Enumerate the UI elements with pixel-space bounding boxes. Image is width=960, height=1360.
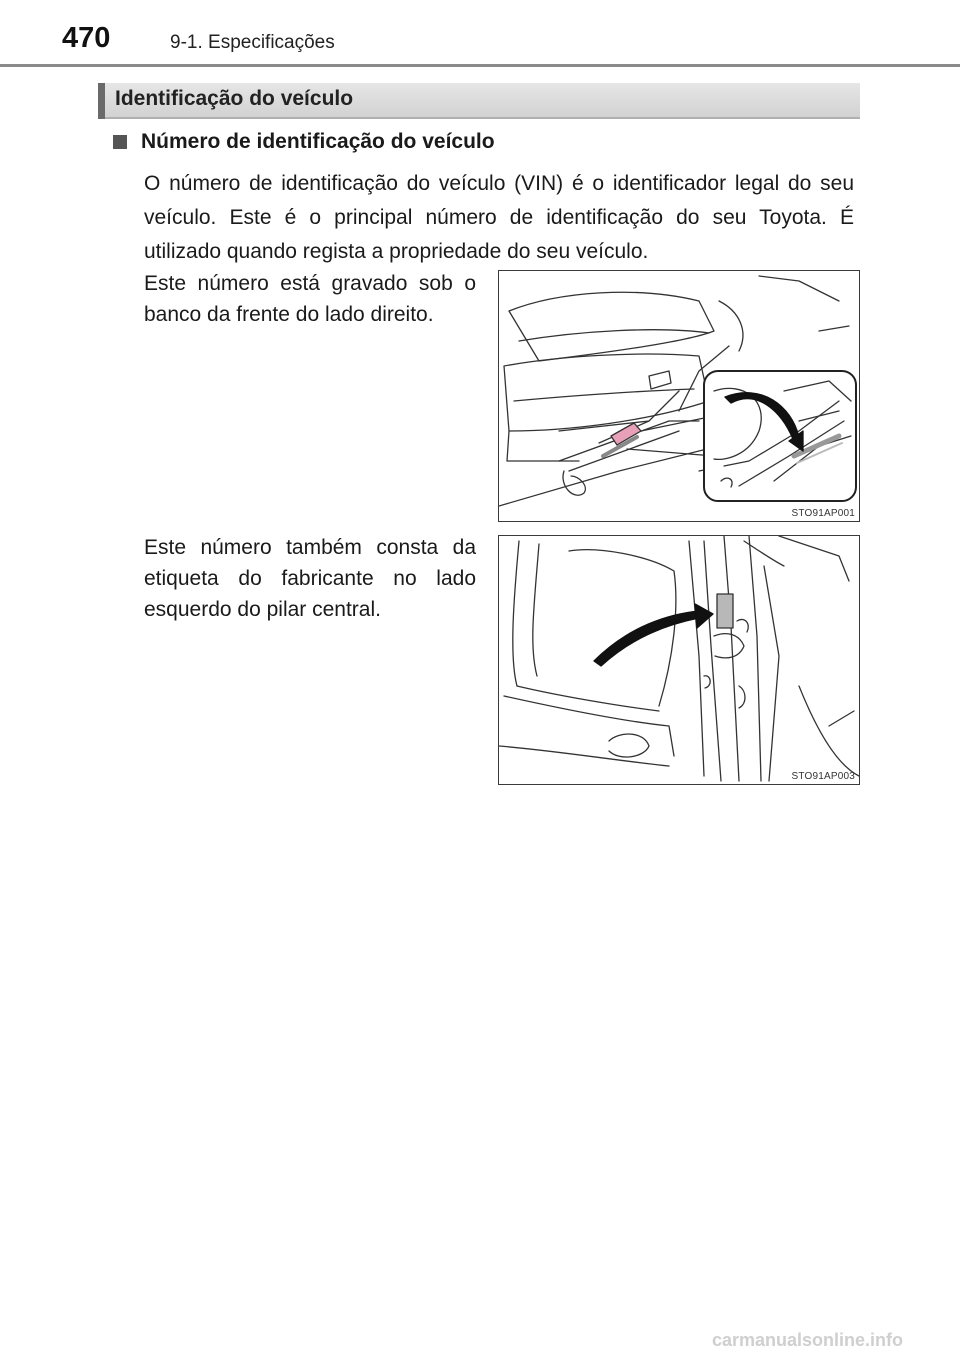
subsection-heading [113,130,495,154]
section-title: Identificação do veículo [115,87,354,110]
title-accent [98,83,105,119]
square-bullet-icon [113,135,127,149]
watermark: carmanualsonline.info [712,1330,904,1350]
section-title-bar [98,83,860,119]
pillar-illustration [498,535,860,785]
figure-2-code: STO91AP003 [791,771,855,782]
seat-illustration [498,270,860,522]
figure-1-code: STO91AP001 [791,508,855,519]
intro-paragraph: O número de identificação do veículo (VIN) é o identificador legal do seu veículo. Este é o principal número de identificação do seu Toyota. É utilizado quando regista a propriedade do seu veículo. [144,172,854,263]
page-number: 470 [62,22,111,54]
section-path: 9-1. Especificações [170,32,335,53]
figure-1-text: Este número está gravado sob o banco da frente do lado direito. [144,272,476,326]
figure-2-text: Este número também consta da etiqueta do fabricante no lado esquerdo do pilar central. [144,536,476,621]
header-rule [0,64,960,67]
subsection-heading-text: Número de identificação do veículo [141,130,495,153]
